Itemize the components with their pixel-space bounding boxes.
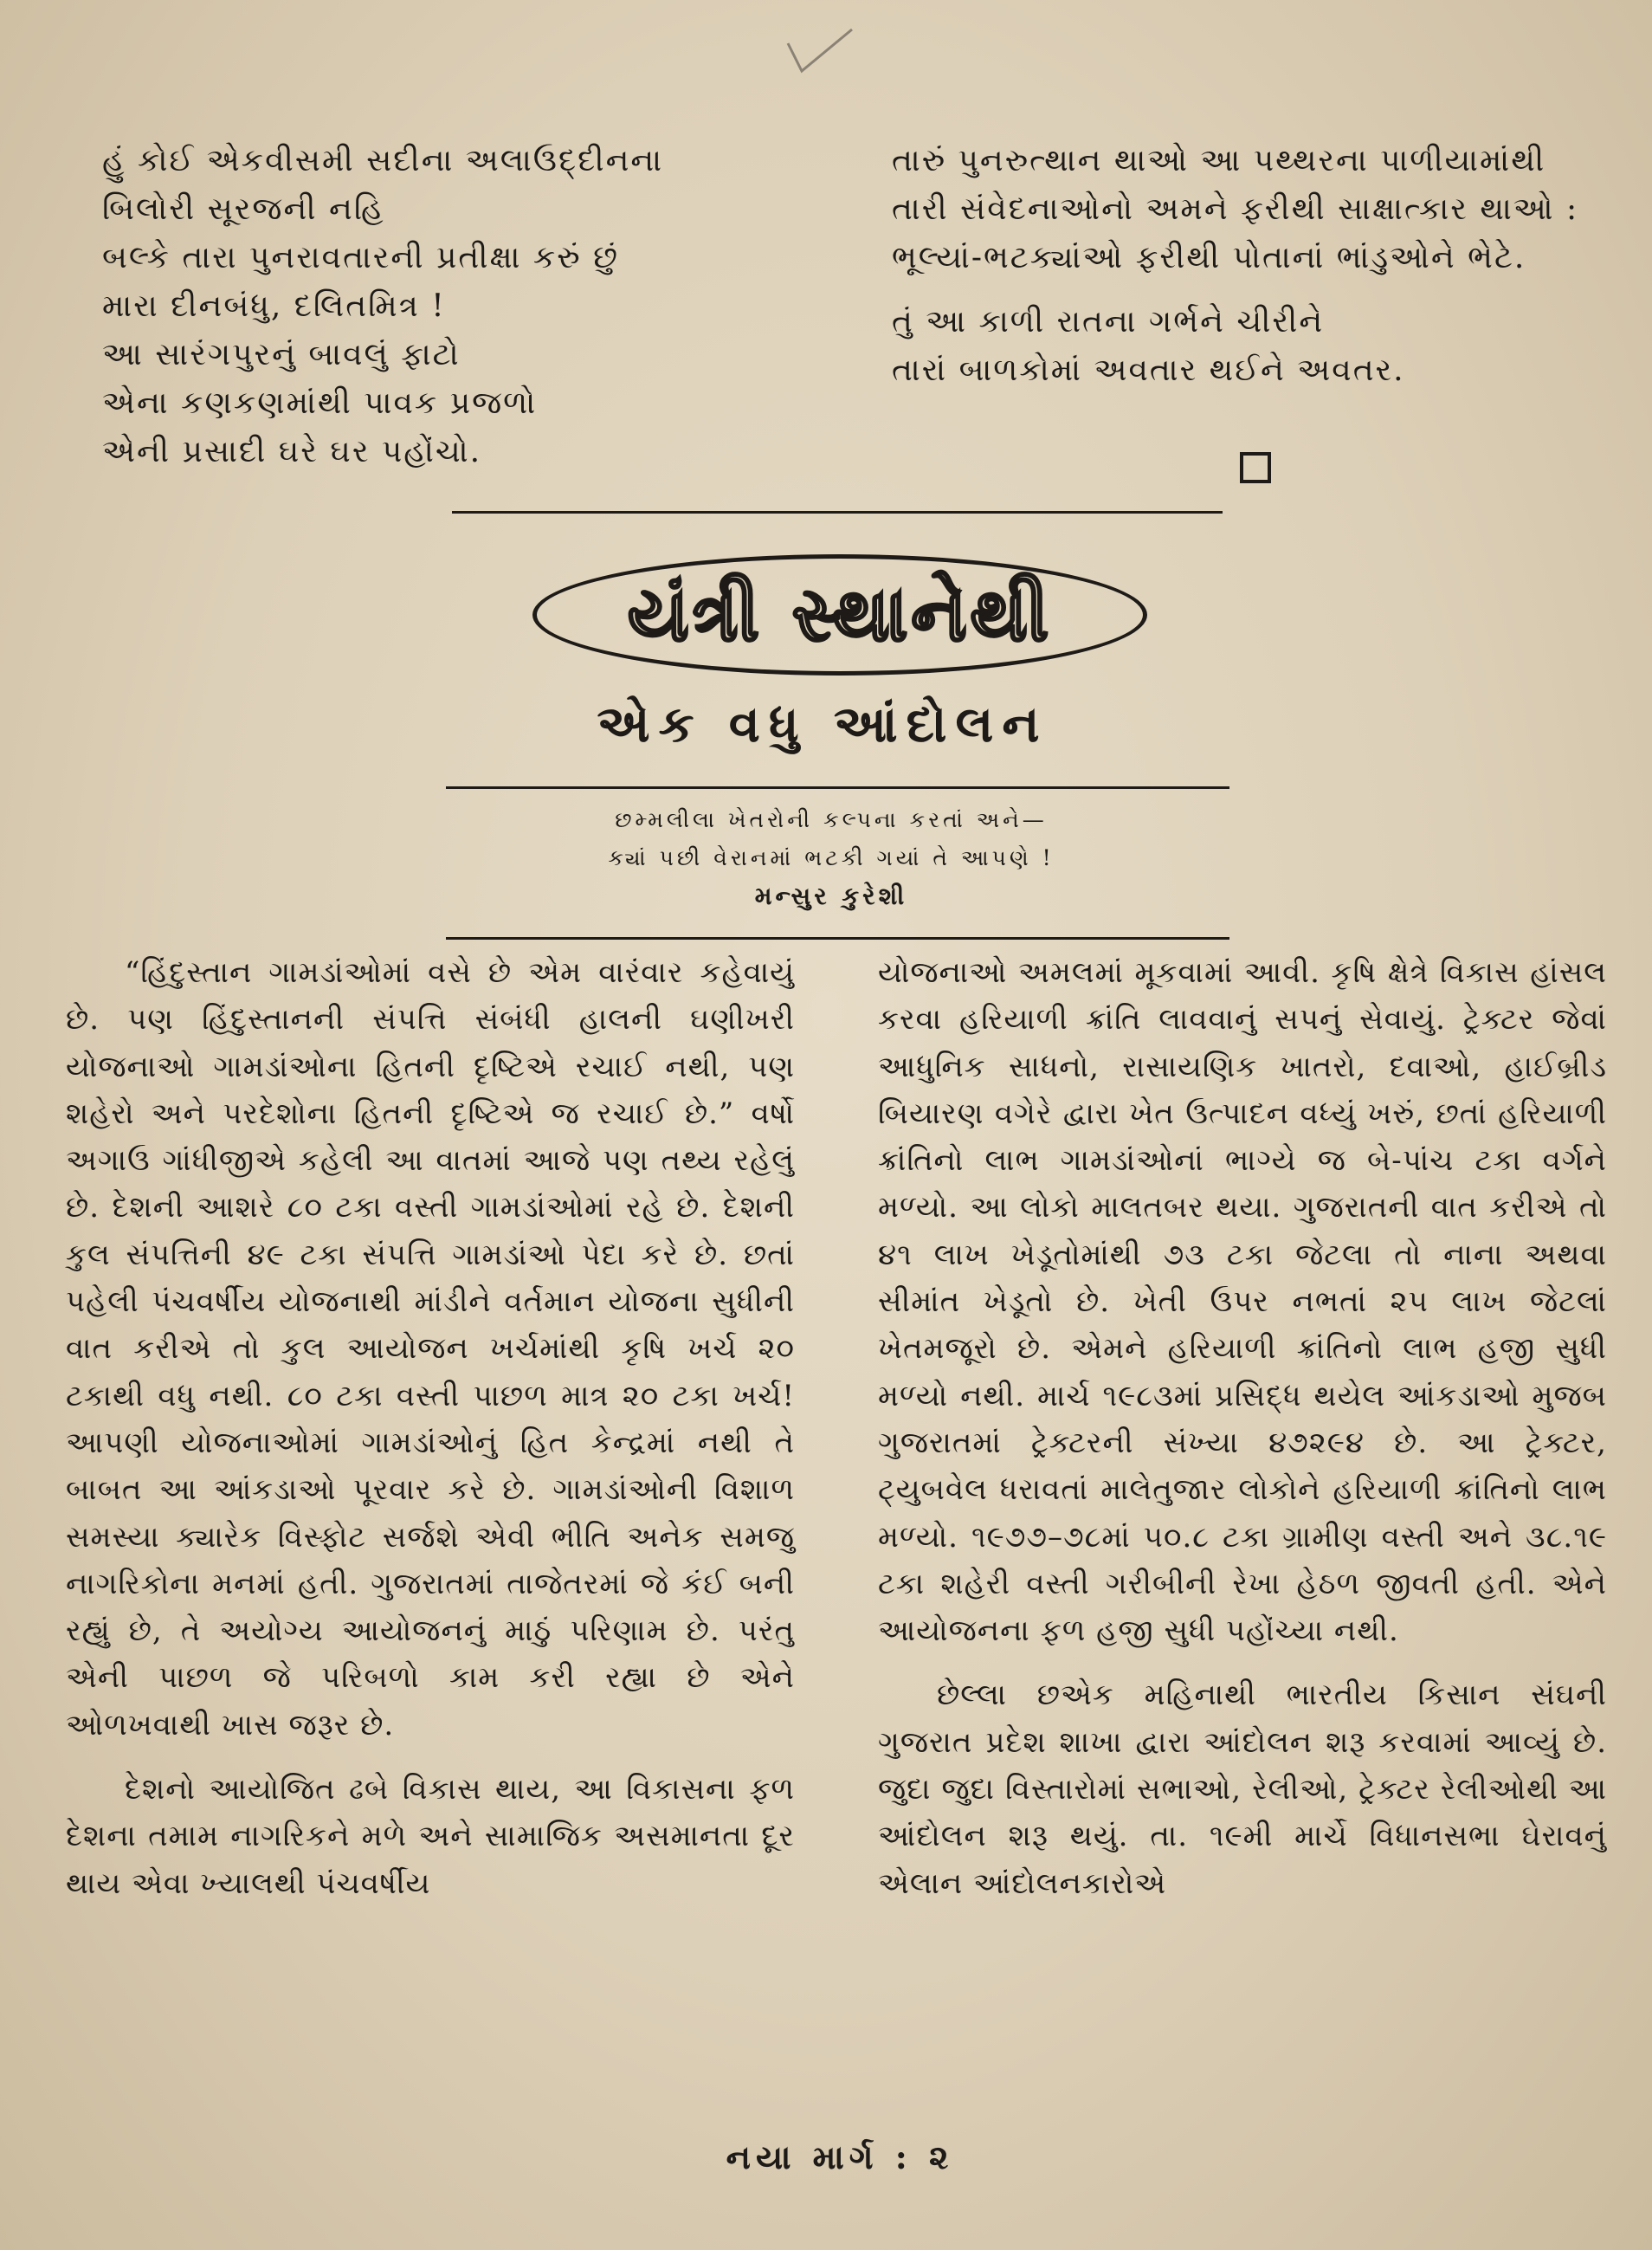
poem-stanza	[892, 137, 1602, 282]
poem-line: એની પ્રસાદી ઘરે ઘર પહોંચો.	[102, 434, 482, 469]
poem-stanza	[892, 298, 1602, 395]
check-mark-icon	[786, 26, 855, 78]
poem-line: બિલોરી સૂરજની નહિ	[102, 191, 385, 227]
end-mark-icon	[1240, 452, 1271, 483]
poem-line: બલ્કે તારા પુનરાવતારની પ્રતીક્ષા કરું છું	[102, 240, 619, 275]
poem-line: તું આ કાળી રાતના ગર્ભને ચીરીને	[892, 304, 1325, 339]
article-paragraph: “હિંદુસ્તાન ગામડાંઓમાં વસે છે એમ વારંવાર કહેવાયું છે. પણ હિંદુસ્તાનની સંપત્તિ સંબંધી હાલની ઘણીખરી યોજનાઓ ગામડાંઓના હિતની દૃષ્ટિએ રચાઈ નથી, પણ શહેરો અને પરદેશોના હિતની દૃષ્ટિએ જ રચાઈ છે.” વર્ષો અગાઉ ગાંધીજીએ કહેલી આ વાતમાં આજે પણ તથ્ય રહેલું છે. દેશની આશરે ૮૦ ટકા વસ્તી ગામડાંઓમાં રહે છે. દેશની કુલ સંપત્તિની ૪૯ ટકા સંપત્તિ ગામડાંઓ પેદા કરે છે. છતાં પહેલી પંચવર્ષીય યોજનાથી માંડીને વર્તમાન યોજના સુધીની વાત કરીએ તો કુલ આયોજન ખર્ચમાંથી કૃષિ ખર્ચ ૨૦ ટકાથી વધુ નથી. ૮૦ ટકા વસ્તી પાછળ માત્ર ૨૦ ટકા ખર્ચ! આપણી યોજનાઓમાં ગામડાંઓનું હિત કેન્દ્રમાં નથી તે બાબત આ આંકડાઓ પૂરવાર કરે છે. ગામડાંઓની વિશાળ સમસ્યા ક્યારેક વિસ્ફોટ સર્જશે એવી ભીતિ અનેક સમજુ નાગરિકોના મનમાં હતી. ગુજરાતમાં તાજેતરમાં જે કંઈ બની રહ્યું છે, તે અયોગ્ય આયોજનનું માઠું પરિણામ છે. પરંતુ એની પાછળ જે પરિબળો કામ કરી રહ્યા છે એને ઓળખવાથી ખાસ જરૂર છે.	[66, 955, 795, 1742]
poem-line: આ સારંગપુરનું બાવલું ફાટો	[102, 337, 461, 372]
title-divider	[446, 786, 1229, 789]
author-divider	[446, 937, 1229, 940]
article-paragraph: છેલ્લા છએક મહિનાથી ભારતીય કિસાન સંઘની ગુજરાત પ્રદેશ શાખા દ્વારા આંદોલન શરૂ કરવામાં આવ્યું છે. જુદા જુદા વિસ્તારોમાં સભાઓ, રેલીઓ, ટ્રેક્ટર રેલીઓથી આ આંદોલન શરૂ થયું. તા. ૧૯મી માર્ચે વિધાનસભા ઘેરાવનું એલાન આંદોલનકારોએ	[878, 1678, 1607, 1901]
masthead-title: યંત્રી સ્થાનેથી	[627, 570, 1053, 658]
article-subtitle-line: ક્યાં પછી વેરાનમાં ભટકી ગયાં તે આપણે !	[608, 845, 1055, 870]
article-paragraph: દેશનો આયોજિત ઢબે વિકાસ થાય, આ વિકાસના ફળ દેશના તમામ નાગરિકને મળે અને સામાજિક અસમાનતા દૂર થાય એવા ખ્યાલથી પંચવર્ષીય	[66, 1772, 795, 1901]
article-author: મન્સુર કુરેશી	[754, 882, 908, 910]
poem-line: તારી સંવેદનાઓનો અમને ફરીથી સાક્ષાત્કાર થાઓ :	[892, 191, 1579, 227]
article-paragraph: યોજનાઓ અમલમાં મૂકવામાં આવી. કૃષિ ક્ષેત્રે વિકાસ હાંસલ કરવા હરિયાળી ક્રાંતિ લાવવાનું સપનું સેવાયું. ટ્રેક્ટર જેવાં આધુનિક સાધનો, રાસાયણિક ખાતરો, દવાઓ, હાઈબ્રીડ બિયારણ વગેરે દ્વારા ખેત ઉત્પાદન વધ્યું ખરું, છતાં હરિયાળી ક્રાંતિનો લાભ ગામડાંઓનાં ભાગ્યે જ બે-પાંચ ટકા વર્ગને મળ્યો. આ લોકો માલતબર થયા. ગુજરાતની વાત કરીએ તો ૪૧ લાખ ખેડૂતોમાંથી ૭૩ ટકા જેટલા તો નાના અથવા સીમાંત ખેડૂતો છે. ખેતી ઉપર નભતાં ૨૫ લાખ જેટલાં ખેતમજૂરો છે. એમને હરિયાળી ક્રાંતિનો લાભ હજી સુધી મળ્યો નથી. માર્ચ ૧૯૮૩માં પ્રસિદ્ધ થયેલ આંકડાઓ મુજબ ગુજરાતમાં ટ્રેક્ટરની સંખ્યા ૪૭૨૯૪ છે. આ ટ્રેક્ટર, ટ્યુબવેલ ધરાવતાં માલેતુજાર લોકોને હરિયાળી ક્રાંતિનો લાભ મળ્યો. ૧૯૭૭–૭૮માં ૫૦.૮ ટકા ગ્રામીણ વસ્તી અને ૩૮.૧૯ ટકા શહેરી વસ્તી ગરીબીની રેખા હેઠળ જીવતી હતી. એને આયોજનના ફળ હજી સુધી પહોંચ્યા નથી.	[878, 955, 1607, 1649]
article-column-left	[66, 949, 795, 1907]
page-footer: નયા માર્ગ : ૨	[726, 2137, 954, 2176]
poem-line: મારા દીનબંધુ, દલિતમિત્ર !	[102, 288, 446, 324]
article-title: એક વધુ આંદોલન	[597, 695, 1049, 753]
poem-line: એના કણકણમાંથી પાવક પ્રજળો	[102, 385, 538, 421]
poem-line: તારાં બાળકોમાં અવતાર થઈને અવતર.	[892, 352, 1405, 388]
poem-line: હું કોઈ એકવીસમી સદીના અલાઉદ્દીનના	[102, 143, 664, 178]
article-column-right	[878, 949, 1607, 1907]
article-subtitle-line: છમ્મલીલા ખેતરોની કલ્પના કરતાં અને—	[615, 807, 1048, 832]
section-divider	[452, 511, 1223, 514]
poem-line: ભૂલ્યાં-ભટક્યાંઓ ફરીથી પોતાનાં ભાંડુઓને ભેટે.	[892, 240, 1526, 275]
poem-left	[102, 137, 726, 476]
poem-line: તારું પુનરુત્થાન થાઓ આ પથ્થરના પાળીયામાંથી	[892, 143, 1546, 178]
masthead	[532, 554, 1147, 676]
poem-right	[892, 137, 1602, 411]
